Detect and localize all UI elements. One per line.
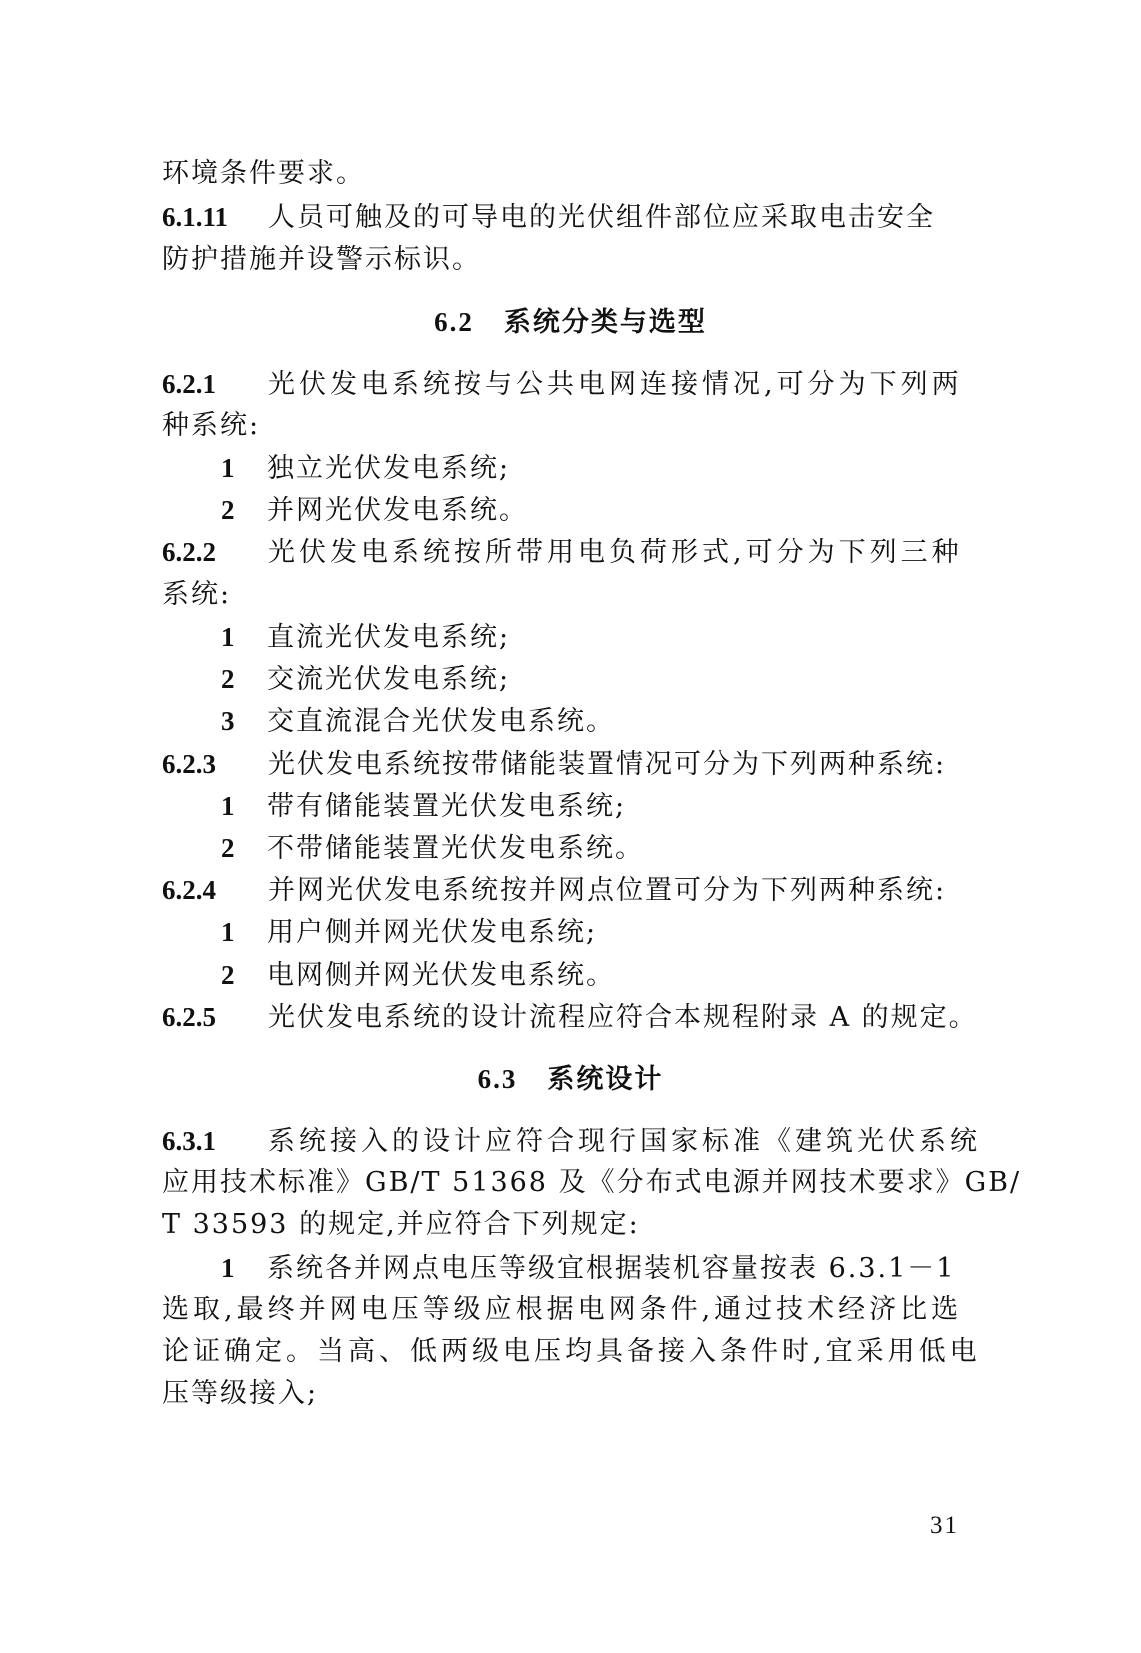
text-line: 压等级接入; [162, 1378, 319, 1409]
clause-number: 6.2.2 [162, 537, 216, 567]
clause-6-2-3: 6.2.3 光伏发电系统按带储能装置情况可分为下列两种系统: [162, 742, 982, 787]
clause-6-2-4: 6.2.4 并网光伏发电系统按并网点位置可分为下列两种系统: [162, 868, 982, 913]
clause-number: 6.2.4 [162, 875, 216, 905]
text-line: 选取,最终并网电压等级应根据电网条件,通过技术经济比选 [162, 1294, 963, 1325]
list-item: 2 并网光伏发电系统。 [221, 495, 528, 526]
clause-6-2-2: 6.2.2 光伏发电系统按所带用电负荷形式,可分为下列三种 [162, 530, 982, 575]
page-number: 31 [930, 1512, 959, 1539]
text-line: 系统: [162, 579, 232, 610]
list-item: 2 电网侧并网光伏发电系统。 [221, 960, 615, 991]
list-item: 2 不带储能装置光伏发电系统。 [221, 833, 644, 864]
clause-number: 6.2.5 [162, 1002, 216, 1032]
list-item: 1 独立光伏发电系统; [221, 453, 511, 484]
clause-6-2-1: 6.2.1 光伏发电系统按与公共电网连接情况,可分为下列两 [162, 362, 982, 407]
section-heading-6-3: 6.3 系统设计 [477, 1064, 664, 1095]
list-item: 2 交流光伏发电系统; [221, 664, 511, 695]
text-line: T 33593 的规定,并应符合下列规定: [162, 1209, 640, 1240]
list-item: 1 带有储能装置光伏发电系统; [221, 791, 627, 822]
list-item: 3 交直流混合光伏发电系统。 [221, 706, 615, 737]
list-item: 1 系统各并网点电压等级宜根据装机容量按表 6.3.1－1 [221, 1253, 956, 1284]
section-heading-6-2: 6.2 系统分类与选型 [434, 307, 707, 338]
list-item: 1 用户侧并网光伏发电系统; [221, 917, 598, 948]
clause-6-3-1: 6.3.1 系统接入的设计应符合现行国家标准《建筑光伏系统 [162, 1119, 982, 1164]
text-line: 应用技术标准》GB/T 51368 及《分布式电源并网技术要求》GB/ [162, 1167, 1022, 1198]
clause-6-2-5: 6.2.5 光伏发电系统的设计流程应符合本规程附录 A 的规定。 [162, 995, 982, 1040]
clause-number: 6.2.3 [162, 749, 216, 779]
clause-number: 6.1.11 [162, 202, 229, 232]
clause-number: 6.2.1 [162, 369, 216, 399]
text-line: 防护措施并设警示标识。 [162, 244, 481, 275]
clause-6-1-11: 6.1.11 人员可触及的可导电的光伏组件部位应采取电击安全 [162, 195, 982, 240]
clause-number: 6.3.1 [162, 1126, 216, 1156]
text-line: 环境条件要求。 [162, 158, 365, 189]
list-item: 1 直流光伏发电系统; [221, 622, 511, 653]
text-line: 论证确定。当高、低两级电压均具备接入条件时,宜采用低电 [162, 1336, 981, 1367]
text-line: 种系统: [162, 410, 261, 441]
